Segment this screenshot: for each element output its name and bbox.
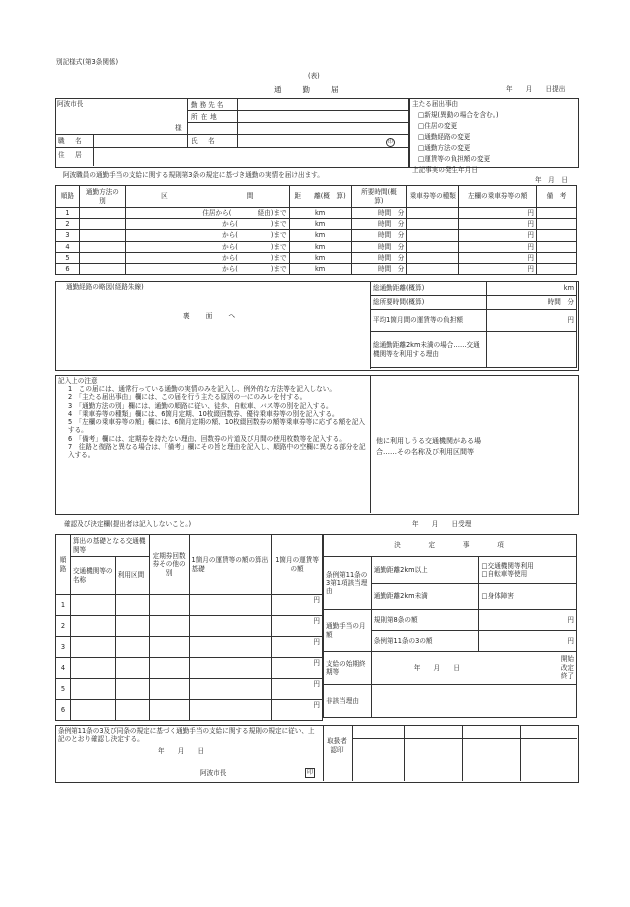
period-value[interactable] xyxy=(371,652,576,685)
total-distance-value[interactable]: km xyxy=(487,282,577,296)
confirm-col-transport: 交通機関等の名称 xyxy=(70,557,115,595)
disabled-checkbox[interactable]: □身体障害 xyxy=(479,584,577,610)
distance-over-label: 通勤距離2km以上 xyxy=(371,557,479,584)
table-row: 2 円 xyxy=(56,616,323,637)
note-item: 4 「乗車券等の種類」欄には、6箇月定期、10枚綴回数券、優待乗車券等の別を記入する。 xyxy=(68,409,339,418)
confirm-col-basis: 算出の基礎となる交通機関等 xyxy=(70,535,149,557)
map-title: 通勤経路の略図(経路朱線) xyxy=(66,283,144,291)
article11-label: 条例第11条の3の額 xyxy=(371,631,479,652)
table-row: 3 から( )まで km 時間 分 円 xyxy=(56,230,577,241)
form-tag: (表) xyxy=(308,72,320,80)
reverse-note: 裏 面 へ xyxy=(183,312,237,320)
col-remarks: 備 考 xyxy=(537,186,577,208)
form-title: 通 勤 届 xyxy=(274,85,341,94)
note-item: 5 「左欄の乗車券等の額」欄には、6箇月定期の額、10枚綴回数券の額等乗車券等に応ずる額を記入する。 xyxy=(68,418,366,435)
footer-mayor: 阿波市長 xyxy=(200,769,227,777)
table-row: 5 円 xyxy=(56,679,323,700)
note-item: 3 「通勤方法の別」欄には、通勤の順路に従い、徒歩、自転車、バス等の別を記入する。 xyxy=(68,401,333,410)
table-row: 6 円 xyxy=(56,700,323,721)
period-change: 改定 xyxy=(560,663,574,672)
reason-method[interactable]: □通勤方法の変更 xyxy=(418,144,471,152)
total-time-label: 総所要時間(概算) xyxy=(371,296,487,310)
period-end: 終了 xyxy=(560,672,574,681)
addressee-honorific: 様 xyxy=(175,124,182,132)
footer-text: 条例第11条の3及び同条の規定に基づく通勤手当の支給に関する規則の規定に従い、上記のとおり確認し決定する。 xyxy=(58,727,315,744)
table-row: 2 から( )まで km 時間 分 円 xyxy=(56,219,577,230)
note-item: 6 「備考」欄には、定期券を持たない理由、回数券の片道及び月間の使用枚数等を記入する。 xyxy=(68,434,346,443)
bicycle-checkbox[interactable]: □自転車等使用 xyxy=(481,570,528,578)
footer-date: 年 月 日 xyxy=(158,747,205,755)
workplace-label: 勤務先名 xyxy=(191,101,226,109)
footer-seal: 印 xyxy=(307,769,314,776)
confirm-col-monthly: 1箇月の運賃等の額 xyxy=(272,535,323,595)
note-item: 2 「主たる届出事由」欄には、この届を行う主たる原因の一にのみレを付する。 xyxy=(68,393,307,402)
reason-residence[interactable]: □住居の変更 xyxy=(418,122,458,130)
table-row: 4 から( )まで km 時間 分 円 xyxy=(56,241,577,252)
rule8-amount[interactable]: 円 xyxy=(479,610,577,631)
confirm-col-fare-basis: 1箇月の運賃等の額の算出基礎 xyxy=(189,535,272,595)
table-row: 6 から( )まで km 時間 分 円 xyxy=(56,264,577,275)
period-start: 開始 xyxy=(560,655,574,664)
address-label: 所在地 xyxy=(191,113,220,121)
allowance-label: 通勤手当の月額 xyxy=(324,610,372,652)
notes-list xyxy=(58,377,366,459)
note-item: 1 この届には、通常行っている通勤の実情のみを記入し、例外的な方法等を記入しない。 xyxy=(68,385,336,394)
col-time: 所要時間(概 算) xyxy=(351,186,407,208)
period-date: 年 月 日 xyxy=(413,663,460,672)
table-row: 3 円 xyxy=(56,637,323,658)
received-date: 年 月 日受理 xyxy=(412,520,472,528)
total-distance-label: 総通勤距離(概算) xyxy=(371,282,487,296)
reasons-title: 主たる届出事由 xyxy=(412,100,459,108)
non-applicable-label: 非該当理由 xyxy=(324,685,372,718)
confirm-col-order: 順路 xyxy=(56,535,71,595)
under-2km-reason-value[interactable] xyxy=(487,332,577,368)
handler-seal-label: 取扱者認印 xyxy=(327,737,347,755)
occurrence-label: 上記事実の発生年月日 xyxy=(412,166,478,174)
distance-under-label: 通勤距離2km未満 xyxy=(371,584,479,610)
note-item: 7 往路と復路と異なる場合は、「備考」欄にその旨と理由を記入し、順路中の空欄に異なる部分を記入する。 xyxy=(68,442,366,460)
transport-options xyxy=(479,557,577,584)
reason-new[interactable]: □新規(異動の場合を含む。) xyxy=(418,111,499,119)
reason-route[interactable]: □通勤経路の変更 xyxy=(418,133,471,141)
form-number: 別記様式(第3条関係) xyxy=(56,58,119,66)
seal-mark: 印 xyxy=(387,139,393,145)
rule8-label: 規則第8条の額 xyxy=(371,610,479,631)
confirm-title: 確認及び決定欄(提出者は記入しないこと。) xyxy=(64,520,192,528)
declaration-text: 阿波職員の通勤手当の支給に関する規則第3条の規定に基づき通勤の実情を届け出ます。 xyxy=(63,171,324,179)
other-transport-label: 他に利用しうる交通機関がある場合……その名称及び利用区間等 xyxy=(376,437,481,456)
period-label: 支給の始期終期等 xyxy=(324,652,372,685)
decision-title: 決 定 事 項 xyxy=(324,535,577,557)
route-table xyxy=(55,185,577,275)
applicant-block xyxy=(55,98,410,168)
transport-checkbox[interactable]: □交通機関等利用 xyxy=(481,561,534,570)
name-label: 氏 名 xyxy=(191,137,217,145)
residence-label: 住 居 xyxy=(58,151,84,159)
table-row: 1 円 xyxy=(56,595,323,616)
col-ticket: 乗車券等の種類 xyxy=(407,186,459,208)
reason-fare[interactable]: □運賃等の負担額の変更 xyxy=(418,155,491,163)
confirm-col-range: 利用区間 xyxy=(115,557,149,595)
under-2km-reason-label: 総通勤距離2km未満の場合……交通機関等を利用する理由 xyxy=(371,332,487,368)
non-applicable-value[interactable] xyxy=(371,685,576,718)
table-row: 4 円 xyxy=(56,658,323,679)
col-ticket-amount: 左欄の乗車券等の額 xyxy=(459,186,537,208)
total-time-value[interactable]: 時間 分 xyxy=(487,296,577,310)
confirm-col-ticket: 定期券回数券その他の別 xyxy=(149,535,189,595)
col-order: 順路 xyxy=(56,186,80,208)
col-method: 通勤方法の 別 xyxy=(79,186,125,208)
table-row: 5 から( )まで km 時間 分 円 xyxy=(56,252,577,263)
submit-date: 年 月 日提出 xyxy=(506,85,566,93)
summary-table xyxy=(370,281,577,368)
monthly-fare-value[interactable]: 円 xyxy=(487,310,577,332)
decision-table xyxy=(323,534,577,718)
rank-label: 職 名 xyxy=(58,137,84,145)
table-row: 1 住居から( 経由)まで km 時間 分 円 xyxy=(56,208,577,219)
article11-amount[interactable]: 円 xyxy=(479,631,577,652)
article3-reason-label: 条例第11条の3第1項該当理由 xyxy=(324,557,372,610)
occurrence-date: 年 月 日 xyxy=(535,176,568,184)
confirm-table xyxy=(55,534,323,721)
monthly-fare-label: 平均1箇月間の運賃等の負担額 xyxy=(371,310,487,332)
notes-title: 記入上の注意 xyxy=(58,377,98,385)
col-distance: 距 離(概 算) xyxy=(289,186,351,208)
col-section: 区 間 xyxy=(125,186,289,208)
addressee: 阿波市長 xyxy=(57,100,84,108)
